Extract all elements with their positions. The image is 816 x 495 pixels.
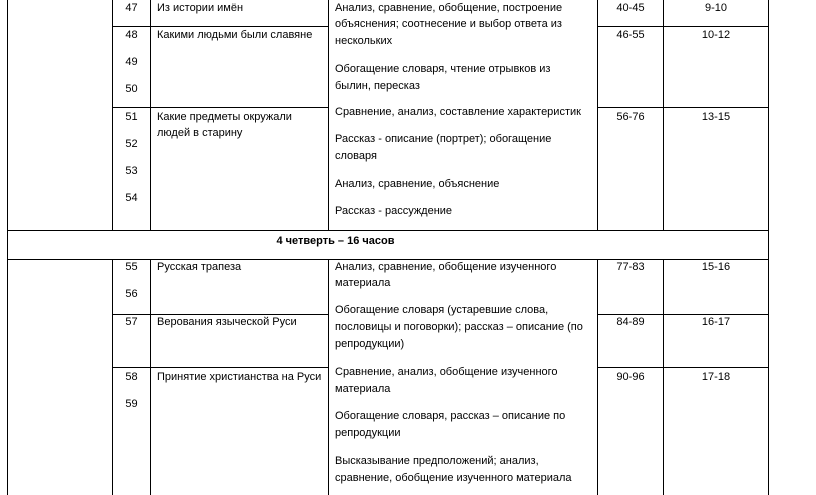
topic-cell: Верования языческой Руси (157, 316, 297, 328)
activity-line: Анализ, сравнение, обобщение, построение (335, 2, 563, 14)
activity-line: Рассказ - рассуждение (335, 205, 453, 217)
activity-line: Обогащение словаря (устаревшие слова, (335, 304, 549, 316)
pages-cell: 77-83 (616, 261, 645, 273)
activity-line: нескольких (335, 35, 393, 47)
weeks-cell: 9-10 (704, 2, 728, 14)
col-line (328, 259, 329, 495)
row-line (112, 367, 328, 368)
activity-line: Рассказ - описание (портрет); обогащение (335, 133, 552, 145)
section-header: 4 четверть – 16 часов (276, 235, 395, 247)
weeks-cell: 13-15 (701, 111, 731, 123)
lesson-number: 50 (125, 83, 138, 95)
topic-cell: людей в старину (157, 127, 243, 139)
lesson-number: 49 (125, 56, 138, 68)
pages-cell: 40-45 (616, 2, 645, 14)
activity-line: материала (335, 277, 391, 289)
row-line (597, 367, 769, 368)
col-line (150, 259, 151, 495)
activity-line: Высказывание предположений; анализ, (335, 455, 539, 467)
activity-line: объяснения; соотнесение и выбор ответа из (335, 18, 562, 30)
topic-cell: Принятие христианства на Руси (157, 371, 322, 383)
activity-line: пословицы и поговорки); рассказ – описание (по (335, 321, 583, 333)
activity-line: былин, пересказ (335, 80, 420, 92)
weeks-cell: 15-16 (701, 261, 731, 273)
weeks-cell: 10-12 (701, 29, 731, 41)
pages-cell: 84-89 (616, 316, 645, 328)
pages-cell: 46-55 (616, 29, 645, 41)
section-border-right (768, 230, 769, 259)
topic-cell: Русская трапеза (157, 261, 242, 273)
row-line (112, 26, 328, 27)
lesson-number: 51 (125, 111, 138, 123)
lesson-number: 56 (125, 288, 138, 300)
lesson-number: 48 (125, 29, 138, 41)
lesson-number: 55 (125, 261, 138, 273)
row-line (597, 107, 769, 108)
lesson-number: 47 (125, 2, 138, 14)
activity-line: словаря (335, 150, 377, 162)
lesson-number: 53 (125, 165, 138, 177)
col-line (328, 0, 329, 230)
activity-line: Обогащение словаря, рассказ – описание по (335, 410, 566, 422)
pages-cell: 90-96 (616, 371, 645, 383)
topic-cell: Какие предметы окружали (157, 111, 292, 123)
lesson-number: 57 (125, 316, 138, 328)
activity-line: Сравнение, анализ, обобщение изученного (335, 366, 558, 378)
activity-line: репродукции) (335, 338, 405, 350)
row-line (112, 107, 328, 108)
topic-cell: Из истории имён (157, 2, 244, 14)
weeks-cell: 17-18 (701, 371, 731, 383)
lesson-number: 54 (125, 192, 138, 204)
activity-line: сравнение, обобщение изученного материала (335, 472, 572, 484)
row-line (7, 230, 769, 231)
col-line (768, 259, 769, 495)
col-line (150, 0, 151, 230)
topic-cell: Какими людьми были славяне (157, 29, 313, 41)
activity-line: репродукции (335, 427, 401, 439)
row-line (597, 26, 769, 27)
pages-cell: 56-76 (616, 111, 645, 123)
activity-line: Обогащение словаря, чтение отрывков из (335, 63, 551, 75)
activity-line: Анализ, сравнение, объяснение (335, 178, 500, 190)
lesson-number: 58 (125, 371, 138, 383)
col-line (768, 0, 769, 230)
activity-line: Сравнение, анализ, составление характеристик (335, 106, 581, 118)
activity-line: материала (335, 383, 391, 395)
activity-line: Анализ, сравнение, обобщение изученного (335, 261, 557, 273)
weeks-cell: 16-17 (701, 316, 731, 328)
lesson-number: 52 (125, 138, 138, 150)
lesson-number: 59 (125, 398, 138, 410)
